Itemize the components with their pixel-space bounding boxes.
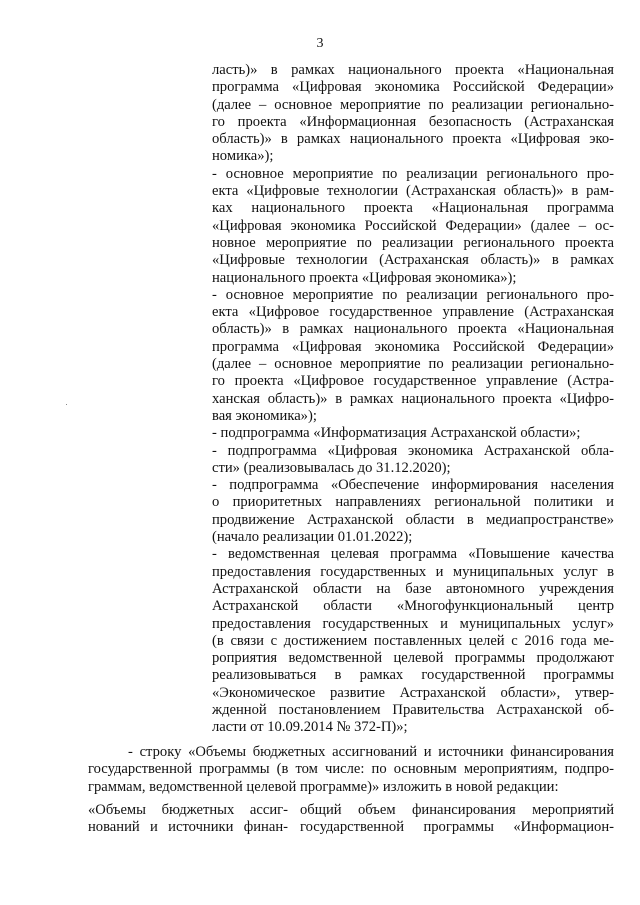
column-text-line: екта «Цифровые технологии (Астраханская область)» в рам- (212, 183, 614, 200)
column-text-line: екта «Цифровое государственное управление (Астраханская (212, 304, 614, 321)
column-text-line: программа «Цифровая экономика Российской Федерации» (212, 338, 614, 355)
column-text-line: го проекта «Информационная безопасность (Астраханская (212, 113, 614, 130)
column-text-line: ласти от 10.09.2014 № 372-П)»; (212, 719, 408, 736)
column-text-line: (начало реализации 01.01.2022); (212, 529, 413, 546)
column-text-line: (в связи с достижением поставленных целей с 2016 года ме- (212, 632, 614, 649)
column-text-line: вая экономика»); (212, 407, 317, 424)
table-cell-value (300, 802, 614, 837)
column-text-line: - ведомственная целевая программа «Повышение качества (212, 546, 614, 563)
column-text-line: Астраханской области на базе автономного учреждения (212, 580, 614, 597)
column-text-line: сти» (реализовывалась до 31.12.2020); (212, 459, 451, 476)
column-text-line: (далее – основное мероприятие по реализации регионально- (212, 96, 614, 113)
column-text-line: - подпрограмма «Информатизация Астраханской области»; (212, 425, 581, 442)
table-left-text-line: «Объемы бюджетных ассиг- (88, 802, 288, 818)
column-text-line: национального проекта «Цифровая экономика»); (212, 269, 517, 286)
column-text-line: ласть)» в рамках национального проекта «Национальная (212, 62, 614, 78)
column-text-line: продвижение Астраханской области в медиапространстве» (212, 511, 614, 528)
column-text-line: о приоритетных направлениях региональной политики и (212, 494, 614, 511)
column-text-line: (далее – основное мероприятие по реализации регионально- (212, 356, 614, 373)
column-text-line: предоставления государственных и муниципальных услуг в (212, 563, 614, 580)
scan-speck (66, 404, 67, 405)
column-text-line: - основное мероприятие по реализации регионального про- (212, 286, 614, 303)
table-right-text-line: государственной программы «Информацион- (300, 819, 614, 836)
column-text-line: - подпрограмма «Обеспечение информирования населения (212, 477, 614, 494)
paragraph-amendment (88, 744, 614, 796)
table-left-text-line: нований и источники финан- (88, 819, 288, 836)
page-number: 3 (316, 36, 324, 51)
column-text-line: го проекта «Цифровое государственное управление (Астра- (212, 373, 614, 390)
paragraph-text-line: государственной программы (в том числе: по основным мероприятиям, подпро- (88, 761, 614, 778)
column-text-line: «Цифровая экономика Российской Федерации» (далее – ос- (212, 217, 614, 234)
table-cell-label (88, 802, 288, 837)
column-text-line: реализовываться в рамках государственной программы (212, 667, 614, 684)
column-text-line: новное мероприятие по реализации регионального проекта (212, 234, 614, 251)
column-text-line: предоставления государственных и муниципальных услуг» (212, 615, 614, 632)
column-text-line: жденной постановлением Правительства Астраханской об- (212, 701, 614, 718)
column-text-line: роприятия ведомственной целевой программы продолжают (212, 650, 614, 667)
column-text-line: область)» в рамках национального проекта «Цифровая эко- (212, 131, 614, 148)
column-text-line: ках национального проекта «Национальная программа (212, 200, 614, 217)
program-list-column (212, 62, 614, 737)
paragraph-text-line: граммам, ведомственной целевой программе)» изложить в новой редакции: (88, 778, 559, 795)
column-text-line: «Экономическое развитие Астраханской области», утвер- (212, 684, 614, 701)
column-text-line: Астраханской области «Многофункциональный центр (212, 598, 614, 615)
column-text-line: - подпрограмма «Цифровая экономика Астраханской обла- (212, 442, 614, 459)
column-text-line: область)» в рамках национального проекта «Национальная (212, 321, 614, 338)
table-right-text-line: общий объем финансирования мероприятий (300, 802, 614, 818)
column-text-line: программа «Цифровая экономика Российской Федерации» (212, 79, 614, 96)
column-text-line: «Цифровые технологии (Астраханская область)» в рамках (212, 252, 614, 269)
column-text-line: номика»); (212, 148, 274, 165)
paragraph-text-line: - строку «Объемы бюджетных ассигнований и источники финансирования (128, 744, 614, 760)
column-text-line: - основное мероприятие по реализации регионального про- (212, 165, 614, 182)
column-text-line: ханская область)» в рамках национального проекта «Цифро- (212, 390, 614, 407)
